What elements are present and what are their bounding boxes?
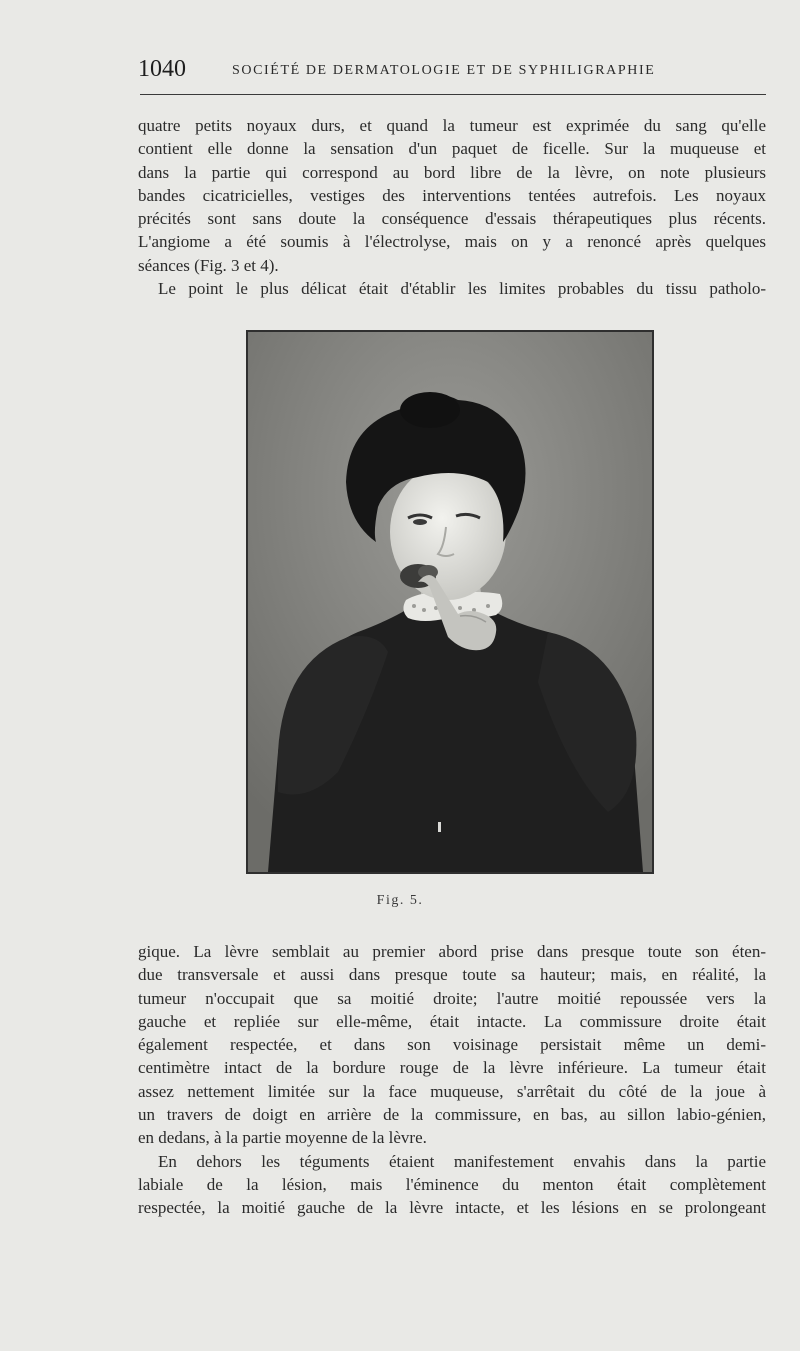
text-line: centimètre intact de la bordure rouge de la lèvre inférieure. La tumeur était <box>138 1058 766 1078</box>
text-line: bandes cicatricielles, vestiges des interventions tentées autrefois. Les noyaux <box>138 185 766 205</box>
text-line: due transversale et aussi dans presque toute sa hauteur; mais, en réalité, la <box>138 965 766 985</box>
text-line: respectée, la moitié gauche de la lèvre intacte, et les lésions en se prolongeant <box>138 1198 766 1218</box>
text-line: contient elle donne la sensation d'un paquet de ficelle. Sur la muqueuse et <box>138 139 766 159</box>
journal-title: SOCIÉTÉ DE DERMATOLOGIE ET DE SYPHILIGRAPHIE <box>232 63 656 78</box>
text-line: dans la partie qui correspond au bord libre de la lèvre, on note plusieurs <box>138 162 766 182</box>
paragraph-bottom <box>138 940 766 1220</box>
text-line: précités sont sans doute la conséquence d'essais thérapeutiques plus récents. <box>138 209 766 229</box>
text-line: séances (Fig. 3 et 4). <box>138 255 279 275</box>
header-rule <box>140 94 766 95</box>
text-line: assez nettement limitée sur la face muqueuse, s'arrêtait du côté de la joue à <box>138 1081 766 1101</box>
text-line: gauche et repliée sur elle-même, était intacte. La commissure droite était <box>138 1011 766 1031</box>
figure-photograph <box>246 330 654 874</box>
paragraph-top <box>138 114 766 300</box>
portrait-photo <box>248 332 652 872</box>
running-head <box>138 54 766 88</box>
text-line: En dehors les téguments étaient manifestement envahis dans la partie <box>158 1151 766 1171</box>
text-line: labiale de la lésion, mais l'éminence du menton était complètement <box>138 1174 766 1194</box>
text-line: un travers de doigt en arrière de la commissure, en bas, au sillon labio-génien, <box>138 1105 766 1125</box>
page-number: 1040 <box>138 56 186 82</box>
text-line: tumeur n'occupait que sa moitié droite; l'autre moitié repoussée vers la <box>138 988 766 1008</box>
text-line: Le point le plus délicat était d'établir les limites probables du tissu patholo- <box>158 279 766 299</box>
text-line: en dedans, à la partie moyenne de la lèvre. <box>138 1128 427 1148</box>
text-line: L'angiome a été soumis à l'électrolyse, mais on y a renoncé après quelques <box>138 232 766 252</box>
text-line: gique. La lèvre semblait au premier abord prise dans presque toute son éten- <box>138 942 766 961</box>
text-line: quatre petits noyaux durs, et quand la tumeur est exprimée du sang qu'elle <box>138 116 766 135</box>
figure-caption: Fig. 5. <box>376 893 424 908</box>
text-line: également respectée, et dans son voisinage persistait même un demi- <box>138 1035 766 1055</box>
